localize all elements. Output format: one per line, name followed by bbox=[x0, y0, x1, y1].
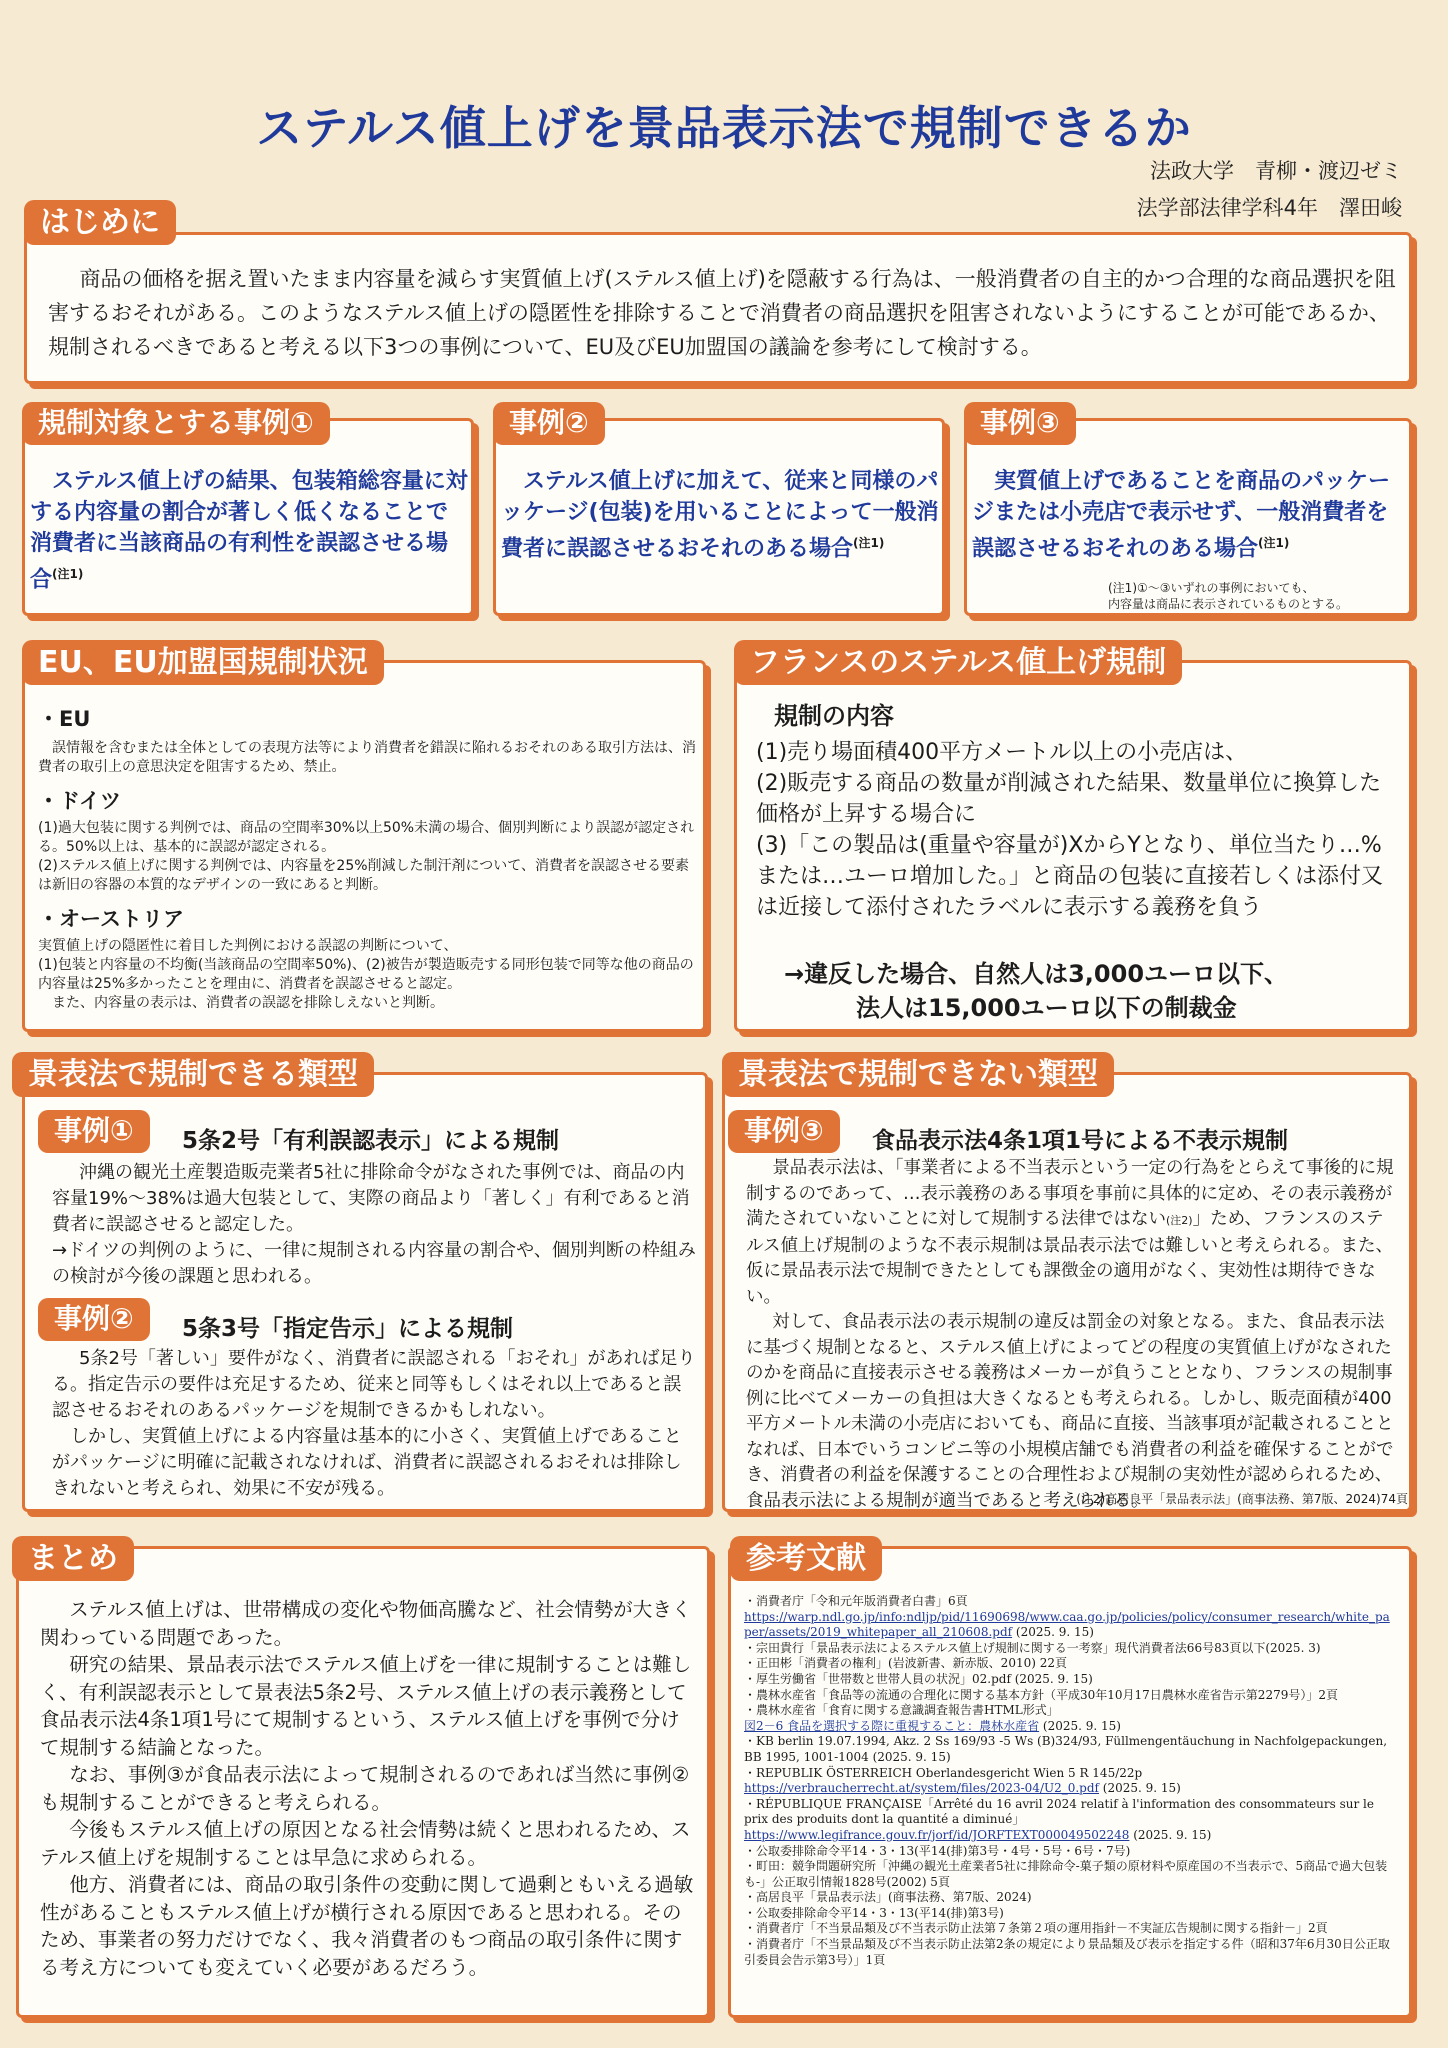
eu-content bbox=[38, 703, 698, 1013]
non-regulable-content bbox=[746, 1156, 1394, 1514]
affiliation-line-1: 法政大学 青柳・渡辺ゼミ bbox=[1150, 159, 1402, 183]
eu-section-text: 誤情報を含むまたは全体としての表現方法等により消費者を錯誤に陥れるおそれのある取引方法は、消費者の取引上の意思決定を阻害するため、禁止。 bbox=[38, 740, 696, 775]
ref-item: ・消費者庁「不当景品類及び不当表示防止法第2条の規定により景品類及び表示を指定する件（昭和37年6月30日公正取引委員会告示第3号）」1頁 bbox=[744, 1937, 1390, 1967]
ref-link[interactable]: https://www.legifrance.gouv.fr/jorf/id/JORFTEXT000049502248 (2025. 9. 15) bbox=[744, 1827, 1212, 1842]
case-2-text: ステルス値上げに加えて、従来と同様のパッケージ(包装)を用いることによって一般消費者に誤認させるおそれのある場合$^{(注1)}$ bbox=[501, 469, 939, 562]
intro-heading: はじめに bbox=[24, 200, 176, 245]
regulable-case-2-text: 5条2号「著しい」要件がなく、消費者に誤認される「おそれ」があれば足りる。指定告示の要件は充足するため、従来と同等もしくはそれ以上であると誤認させるおそれのあるパッケージを規制できるかもしれない。 しかし、実質値上げによる内容量は基本的に小さく、実質値上げであることがパッケージに明確に記載されなければ、消費者に誤認されるおそれは排除しきれないと考えられ、効果に不安が残る。 bbox=[52, 1348, 696, 1499]
france-penalty-2: 法人は15,000ユーロ以下の制裁金 bbox=[856, 994, 1237, 1022]
regulable-case-2-title: 5条3号「指定告示」による規制 bbox=[182, 1316, 514, 1342]
ref-item: ・正田彬「消費者の権利」(岩波新書、新赤版、2010) 22頁 bbox=[744, 1656, 1067, 1671]
germany-text-1: (1)過大包装に関する判例では、商品の空間率30%以上50%未満の場合、個別判断により誤認が認定される。50%以上は、基本的に誤認が認定される。 bbox=[38, 820, 695, 855]
summary-para-1: ステルス値上げは、世帯構成の変化や物価高騰など、社会情勢が大きく関わっている問題であった。 bbox=[40, 1598, 692, 1649]
germany-text-2: (2)ステルス値上げに関する判例では、内容量を25%削減した制汗剤について、消費者を誤認させる要素は新旧の容器の本質的なデザインの一致にあると判断。 bbox=[38, 858, 689, 893]
summary-content bbox=[40, 1596, 696, 1981]
france-line-1: (1)売り場面積400平方メートル以上の小売店は、 bbox=[756, 740, 1248, 765]
case-3-text: 実質値上げであることを商品のパッケージまたは小売店で表示せず、一般消費者を誤認させるおそれのある場合$^{(注1)}$ bbox=[972, 469, 1391, 562]
france-content bbox=[756, 696, 1396, 1025]
non-regulable-heading: 景表法で規制できない類型 bbox=[722, 1052, 1114, 1097]
france-subheading: 規制の内容 bbox=[774, 702, 894, 730]
summary-para-5: 他方、消費者には、商品の取引条件の変動に関して過剰ともいえる過敏性があることもステルス値上げが横行される原因であると思われる。そのため、事業者の努力だけでなく、我々消費者のもつ商品の取引条件に関する考え方についても変えていく必要があるだろう。 bbox=[40, 1873, 694, 1979]
regulable-case-1-title: 5条2号「有利誤認表示」による規制 bbox=[182, 1128, 560, 1154]
ref-link[interactable]: https://verbraucherrecht.at/system/files/2023-04/U2_0.pdf (2025. 9. 15) bbox=[744, 1781, 1181, 1796]
france-heading: フランスのステルス値上げ規制 bbox=[734, 640, 1182, 685]
case-3-note: (注1) bbox=[1258, 536, 1290, 550]
non-regulable-para-2: 対して、食品表示法の表示規制の違反は罰金の対象となる。また、食品表示法に基づく規制となると、ステルス値上げによってどの程度の実質値上げがなされたのかを商品に直接表示させる義務はメーカーが負うこととなり、フランスの規制事例に比べてメーカーの負担は大きくなるとも考えられる。しかし、販売面積が400平方メートル未満の小売店においても、商品に直接、当該事項が記載されることとなれば、日本でいうコンビニ等の小規模店舗でも消費者の利益を確保することができ、消費者の利益を保護することの合理性および規制の実効性が認められるため、食品表示法による規制が適当であると考えられる。 bbox=[746, 1312, 1394, 1511]
ref-item: ・消費者庁「令和元年版消費者白書」6頁 bbox=[744, 1594, 968, 1608]
regulable-heading: 景表法で規制できる類型 bbox=[12, 1052, 374, 1097]
ref-item: ・公取委排除命令平14・3・13(平14(排)第3号・4号・5号・6号・7号) bbox=[744, 1843, 1131, 1858]
regulable-case-1-tag: 事例① bbox=[38, 1110, 150, 1153]
summary-para-3: なお、事例③が食品表示法によって規制されるのであれば当然に事例②も規制することができると考えられる。 bbox=[40, 1763, 690, 1814]
eu-section-title-eu: ・EU bbox=[38, 707, 91, 731]
ref-item: ・厚生労働省「世帯数と世帯人員の状況」02.pdf (2025. 9. 15) bbox=[744, 1671, 1093, 1686]
france-penalty-1: →違反した場合、自然人は3,000ユーロ以下、 bbox=[784, 960, 1289, 988]
case-footnote-1: (注1)①～③いずれの事例においても、 bbox=[1108, 581, 1315, 595]
references-heading: 参考文献 bbox=[730, 1536, 882, 1581]
ref-item: ・農林水産省「食育に関する意識調査報告書HTML形式」 bbox=[744, 1703, 1059, 1718]
france-line-3: (3)「この製品は(重量や容量が)XからYとなり、単位当たり…%または…ユーロ増加した。」と商品の包装に直接若しくは添付又は近接して添付されたラベルに表示する義務を負う bbox=[756, 833, 1384, 920]
austria-text-3: また、内容量の表示は、消費者の誤認を排除しえないと判断。 bbox=[38, 995, 444, 1011]
non-regulable-footnote: (注2)高居良平「景品表示法」(商事法務、第7版、2024)74頁 bbox=[1076, 1492, 1408, 1506]
ref-link[interactable]: 図2－6 食品を選択する際に重視すること：農林水産省 (2025. 9. 15) bbox=[744, 1718, 1121, 1733]
poster-title: ステルス値上げを景品表示法で規制できるか bbox=[256, 101, 1192, 155]
case-3-heading: 事例③ bbox=[964, 402, 1076, 445]
ref-item: ・農林水産省「食品等の流通の合理化に関する基本方針（平成30年10月17日農林水産省告示第2279号）」2頁 bbox=[744, 1687, 1338, 1702]
eu-heading: EU、EU加盟国規制状況 bbox=[22, 640, 384, 685]
summary-para-4: 今後もステルス値上げの原因となる社会情勢は続くと思われるため、ステルス値上げを規制することは早急に求められる。 bbox=[40, 1818, 691, 1869]
ref-item: ・消費者庁「不当景品類及び不当表示防止法第７条第２項の運用指針－不実証広告規制に関する指針－」2頁 bbox=[744, 1921, 1328, 1936]
case-1-text: ステルス値上げの結果、包装箱総容量に対する内容量の割合が著しく低くなることで消費者に当該商品の有利性を誤認させる場合$^{(注1)}$ bbox=[30, 469, 468, 593]
references-list bbox=[744, 1594, 1396, 1968]
regulable-case-1-text: 沖縄の観光土産製造販売業者5社に排除命令がなされた事例では、商品の内容量19%～38%は過大包装として、実際の商品より「著しく」有利であると消費者に誤認させると認定した。 →ドイツの判例のように、一律に規制される内容量の割合や、個別判断の枠組みの検討が今後の課題と思われる。 bbox=[52, 1162, 696, 1287]
summary-para-2: 研究の結果、景品表示法でステルス値上げを一律に規制することは難しく、有利誤認表示として景表法5条2号、ステルス値上げの表示義務として食品表示法4条1項1号にて規制するという、ステルス値上げを事例で分けて規制する結論となった。 bbox=[40, 1653, 692, 1759]
non-regulable-note-ref: (注2) bbox=[1166, 1214, 1193, 1227]
austria-text-1: 実質値上げの隠匿性に着目した判例における誤認の判断について、 bbox=[38, 938, 458, 954]
france-line-2: (2)販売する商品の数量が削減された結果、数量単位に換算した価格が上昇する場合に bbox=[756, 771, 1382, 827]
ref-link[interactable]: https://warp.ndl.go.jp/info:ndljp/pid/11690698/www.caa.go.jp/policies/policy/consumer_research/white_paper/assets/2019_whitepaper_all_210608.pdf (2025. 9. 15) bbox=[744, 1609, 1390, 1640]
non-regulable-para-1: 景品表示法は、「事業者による不当表示という一定の行為をとらえて事後的に規制するのであって、…表示義務のある事項を事前に具体的に定め、その表示義務が満たされていないことに対して規制する法律ではない(注2)」ため、フランスのステルス値上げ規制のような不表示規制は景品表示法では難しいと考えられる。また、仮に景品表示法で規制できたとしても課徴金の適用がなく、実効性は期待できない。 bbox=[746, 1158, 1394, 1307]
eu-section-title-austria: ・オーストリア bbox=[38, 907, 184, 931]
case-1-heading: 規制対象とする事例① bbox=[22, 402, 330, 445]
ref-item: ・RÉPUBLIQUE FRANÇAISE「Arrêté du 16 avril 2024 relatif à l'information des consommateurs sur le prix des produits dont la quantité a diminué」 bbox=[744, 1796, 1374, 1827]
ref-item: ・町田：競争問題研究所「沖縄の観光土産業者5社に排除命令-菓子類の原材料や原産国の不当表示で、5商品で過大包装も-」公正取引情報1828号(2002) 5頁 bbox=[744, 1859, 1388, 1889]
ref-item: ・宗田貴行「景品表示法によるステルス値上げ規制に関する一考察」現代消費者法66号83頁以下(2025. 3) bbox=[744, 1640, 1321, 1655]
ref-item: ・高居良平「景品表示法」(商事法務、第7版、2024) bbox=[744, 1890, 1032, 1905]
ref-item: ・公取委排除命令平14・3・13(平14(排)第3号) bbox=[744, 1905, 1004, 1920]
ref-item: ・KB berlin 19.07.1994, Akz. 2 Ss 169/93 -5 Ws (B)324/93, Füllmengentäuchung in Nachfolgepackungen, BB 1995, 1001-1004 (2025. 9. 15) bbox=[744, 1734, 1388, 1764]
non-regulable-case-title: 食品表示法4条1項1号による不表示規制 bbox=[872, 1128, 1289, 1154]
case-1-note: (注1) bbox=[52, 567, 84, 581]
summary-heading: まとめ bbox=[12, 1536, 134, 1581]
case-2-note: (注1) bbox=[853, 536, 885, 550]
affiliation-line-2: 法学部法律学科4年 澤田峻 bbox=[1136, 196, 1402, 220]
case-2-heading: 事例② bbox=[493, 402, 605, 445]
ref-item: ・REPUBLIK ÖSTERREICH Oberlandesgericht Wien 5 R 145/22p bbox=[744, 1765, 1143, 1780]
eu-section-title-germany: ・ドイツ bbox=[38, 789, 121, 813]
intro-text: 商品の価格を据え置いたまま内容量を減らす実質値上げ(ステルス値上げ)を隠蔽する行為は、一般消費者の自主的かつ合理的な商品選択を阻害するおそれがある。このようなステルス値上げの隠匿性を排除することで消費者の商品選択を阻害されないようにすることが可能であるか、規制されるべきであると考える以下3つの事例について、EU及びEU加盟国の議論を参考にして検討する。 bbox=[48, 267, 1396, 359]
regulable-case-2-tag: 事例② bbox=[38, 1298, 150, 1341]
austria-text-2: (1)包装と内容量の不均衡(当該商品の空間率50%)、(2)被告が製造販売する同形包装で同等な他の商品の内容量は25%多かったことを理由に、消費者を誤認させると認定。 bbox=[38, 957, 694, 992]
non-regulable-case-tag: 事例③ bbox=[728, 1110, 840, 1153]
case-footnote-2: 内容量は商品に表示されているものとする。 bbox=[1108, 597, 1349, 611]
